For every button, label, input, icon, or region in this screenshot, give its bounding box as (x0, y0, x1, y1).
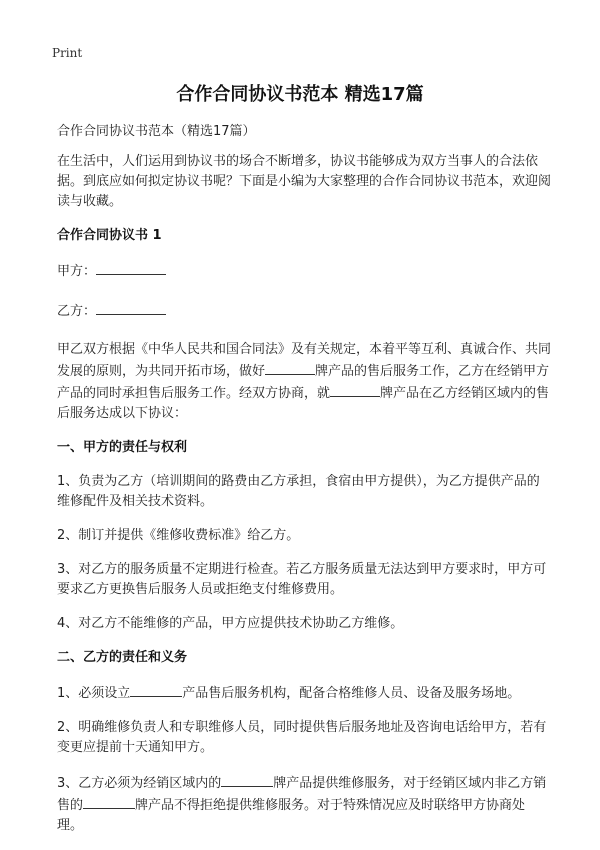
section-one-item: 4、对乙方不能维修的产品，甲方应提供技术协助乙方维修。 (57, 616, 404, 631)
document-body (57, 122, 551, 850)
section-two-heading: 二、乙方的责任和义务 (57, 650, 188, 665)
item1-part-a: 1、必须设立 (57, 686, 131, 701)
section-one-item: 1、负责为乙方（培训期间的路费由乙方承担，食宿由甲方提供），为乙方提供产品的维修配件及相关技术资料。 (57, 474, 540, 509)
party-a-blank (96, 260, 166, 275)
preamble-paragraph (57, 340, 551, 424)
service-blank (130, 682, 182, 697)
section-one-item: 3、对乙方的服务质量不定期进行检查。若乙方服务质量无法达到甲方要求时，甲方可要求乙方更换售后服务人员或拒绝支付维修费用。 (57, 562, 547, 597)
print-link[interactable]: Print (52, 46, 83, 60)
party-a-line (57, 260, 551, 282)
section-one-item: 2、制订并提供《维修收费标准》给乙方。 (57, 528, 300, 543)
item1-part-b: 产品售后服务机构，配备合格维修人员、设备及服务场地。 (182, 686, 521, 701)
page-title: 合作合同协议书范本 精选17篇 (176, 84, 424, 105)
preamble-part-3: 牌产品在乙方经销区域内的售后服务达成以下协议： (57, 386, 550, 421)
section-two-item-1 (57, 682, 551, 704)
party-b-label: 乙方： (57, 304, 97, 319)
party-a-label: 甲方： (57, 264, 97, 279)
region-brand-blank (221, 772, 273, 787)
item3-part-c: 牌产品不得拒绝提供维修服务。对于特殊情况应及时联络甲方协商处理。 (57, 798, 526, 833)
party-b-blank (96, 300, 166, 315)
preamble-part-1: 甲乙双方根据《中华人民共和国合同法》及有关规定，本着平等互利、真诚合作、共同发展的原则，为共同开拓市场，做好 (57, 342, 552, 379)
brand-blank-1 (265, 360, 315, 375)
item3-part-b: 牌产品提供维修服务，对于经销区域内非乙方销售的 (57, 776, 547, 813)
section-one-heading: 一、甲方的责任与权利 (57, 440, 188, 455)
item3-part-a: 3、乙方必须为经销区域内的 (57, 776, 222, 791)
document-subtitle: 合作合同协议书范本（精选17篇） (57, 124, 256, 139)
preamble-part-2: 牌产品的售后服务工作，乙方在经销甲方产品的同时承担售后服务工作。经双方协商，就 (57, 364, 550, 401)
party-b-line (57, 300, 551, 322)
other-brand-blank (83, 794, 135, 809)
brand-blank-2 (330, 382, 380, 397)
section-two-item-2: 2、明确维修负责人和专职维修人员，同时提供售后服务地址及咨询电话给甲方，若有变更应提前十天通知甲方。 (57, 720, 547, 755)
section-title: 合作合同协议书 1 (57, 228, 162, 243)
intro-paragraph: 在生活中，人们运用到协议书的场合不断增多，协议书能够成为双方当事人的合法依据。到底应如何拟定协议书呢？下面是小编为大家整理的合作合同协议书范本，欢迎阅读与收藏。 (57, 154, 552, 209)
section-two-item-3 (57, 772, 551, 836)
